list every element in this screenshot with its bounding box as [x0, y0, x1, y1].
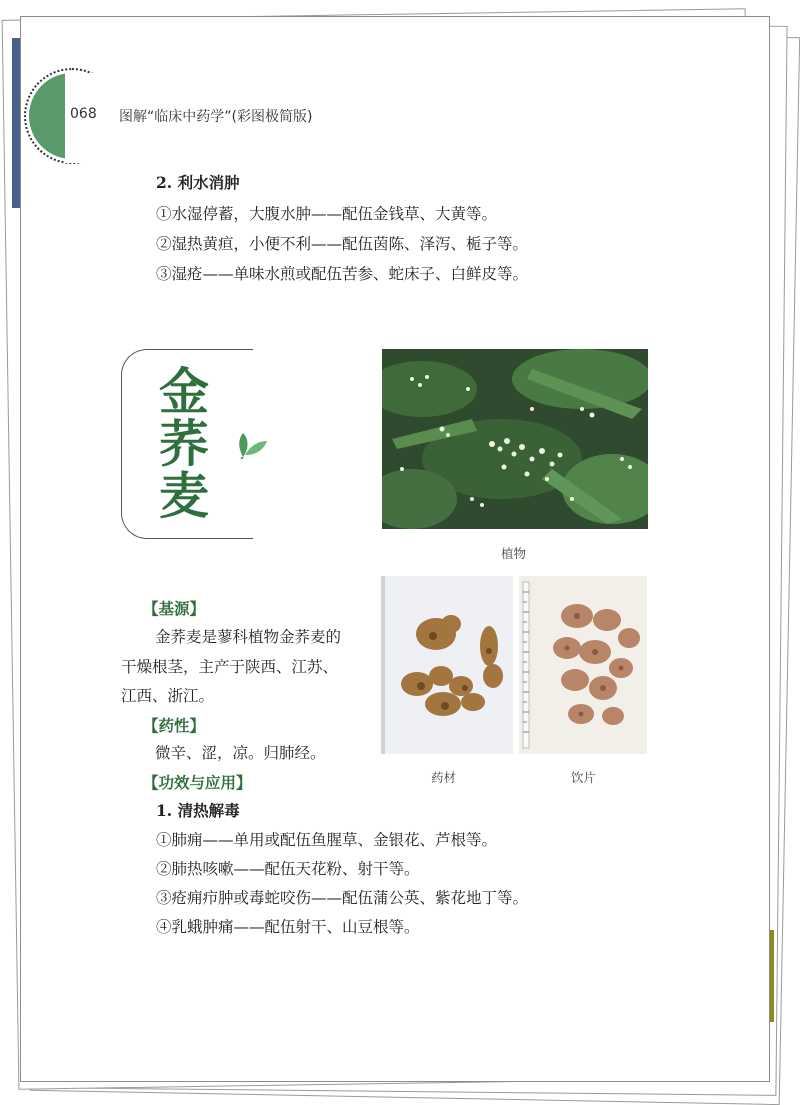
image-caption: 药材: [431, 770, 457, 785]
image-caption: 饮片: [571, 770, 597, 785]
body-text: 江西、浙江。: [121, 687, 215, 705]
list-item: ④乳蛾肿痛——配伍射干、山豆根等。: [156, 918, 420, 936]
page-edge-stripe: [12, 38, 20, 208]
list-item: ②湿热黄疸，小便不利——配伍茵陈、泽泻、栀子等。: [156, 235, 529, 253]
page-number: 068: [70, 106, 97, 122]
leaf-icon: [229, 427, 269, 459]
herb-title-char: 荞: [159, 414, 209, 473]
section-label-property: 【药性】: [143, 717, 206, 735]
slice-photo: [519, 576, 647, 754]
list-item: ③疮痈疖肿或毒蛇咬伤——配伍蒲公英、紫花地丁等。: [156, 889, 529, 907]
list-item: ①肺痈——单用或配伍鱼腥草、金银花、芦根等。: [156, 831, 498, 849]
book-page: [20, 16, 770, 1082]
list-item: ②肺热咳嗽——配伍天花粉、射干等。: [156, 860, 420, 878]
section-heading: 1. 清热解毒: [156, 801, 240, 820]
herb-title-char: 麦: [159, 466, 209, 525]
plant-photo: [382, 349, 648, 529]
herb-title-char: 金: [159, 362, 209, 421]
body-text: 微辛、涩，凉。归肺经。: [155, 744, 326, 762]
body-text: 金荞麦是蓼科植物金荞麦的: [155, 628, 342, 646]
image-caption: 植物: [501, 546, 527, 561]
list-item: ③湿疮——单味水煎或配伍苦参、蛇床子、白鲜皮等。: [156, 265, 529, 283]
crude-herb-photo: [381, 576, 513, 754]
list-item: ①水湿停蓄，大腹水肿——配伍金钱草、大黄等。: [156, 205, 498, 223]
section-label-source: 【基源】: [143, 600, 206, 618]
section-heading: 2. 利水消肿: [156, 173, 240, 192]
section-label-efficacy: 【功效与应用】: [143, 774, 252, 792]
running-title: 图解“临床中药学”(彩图极简版): [119, 109, 313, 125]
body-text: 干燥根茎，主产于陕西、江苏、: [121, 658, 339, 676]
